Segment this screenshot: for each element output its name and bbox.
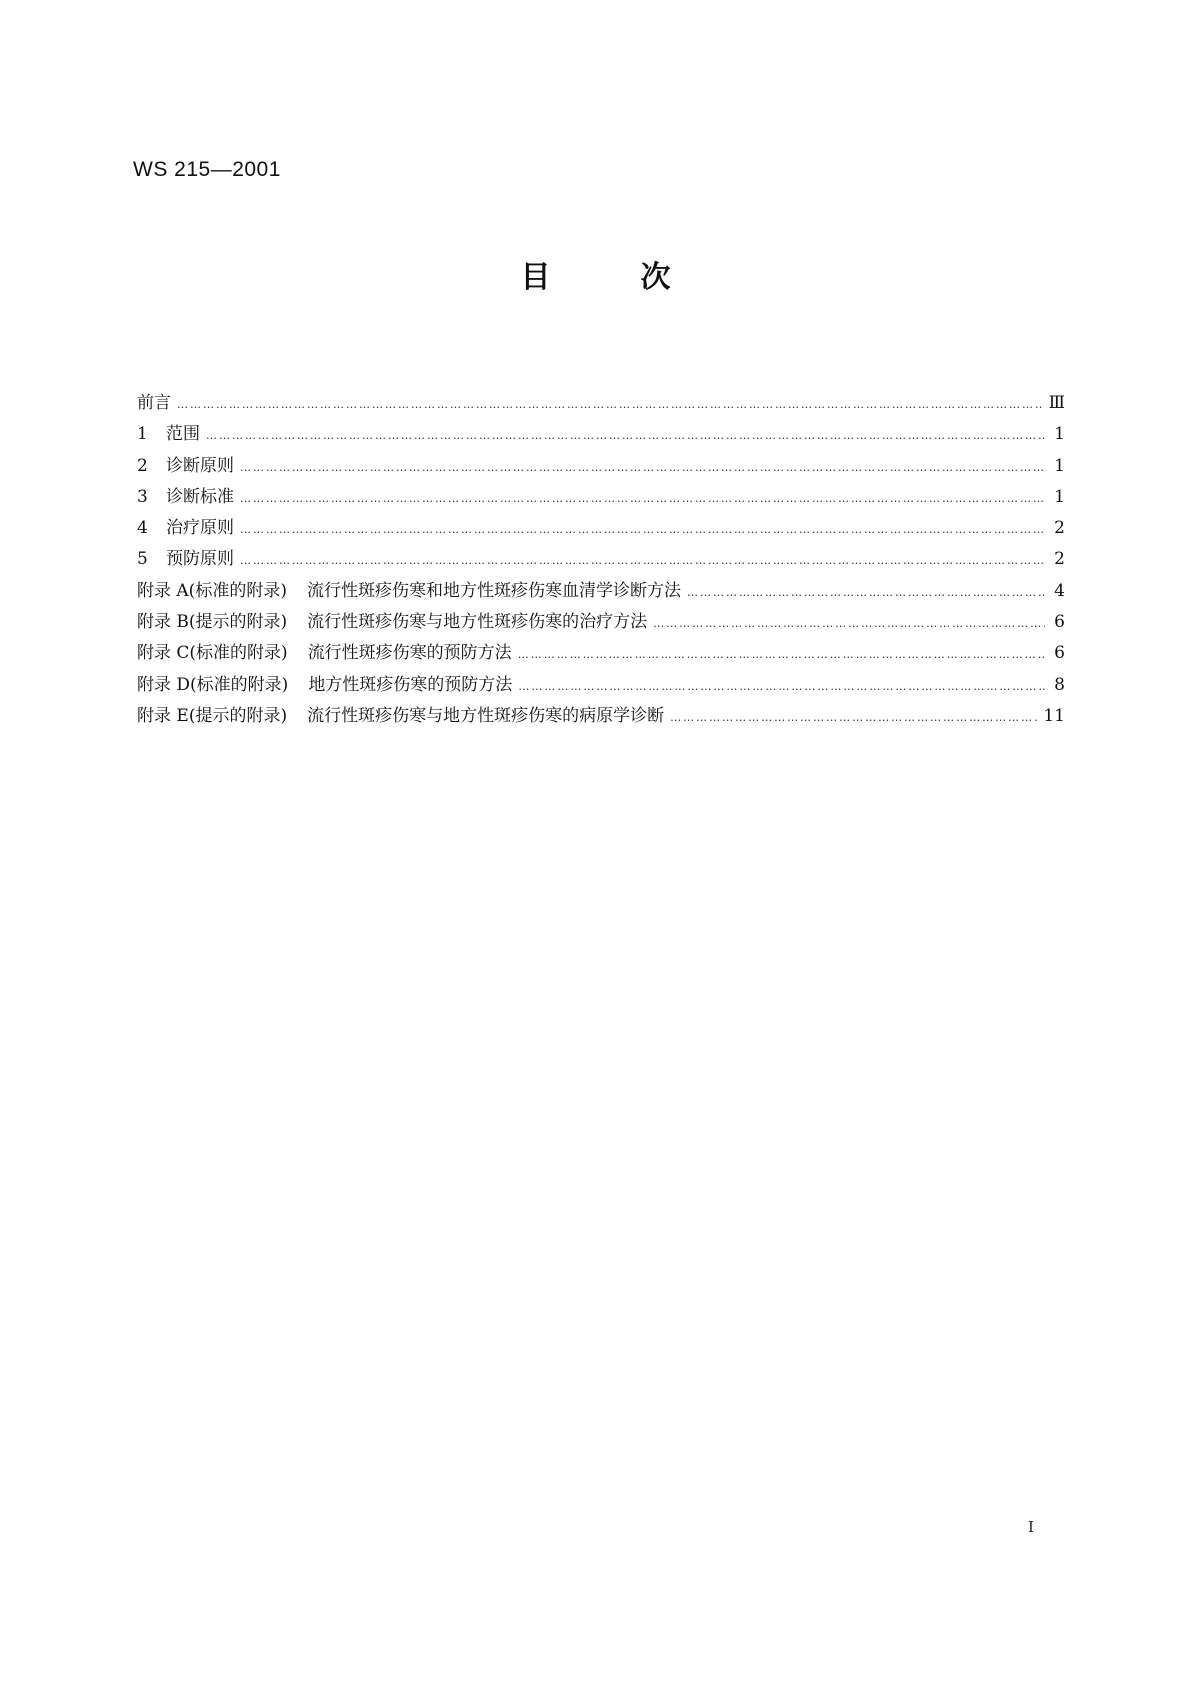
toc-entry-page: 2: [1054, 549, 1065, 570]
toc-entry-label: 范围: [166, 424, 200, 445]
toc-entry-label: 治疗原则: [166, 518, 234, 539]
toc-leader-dots: [206, 429, 1045, 442]
page-title-char-1: 目: [520, 260, 551, 295]
toc-entry-title: 流行性斑疹伤寒和地方性斑疹伤寒血清学诊断方法: [306, 580, 681, 601]
toc-entry-page: 6: [1054, 643, 1065, 664]
toc-entry-number: 1: [137, 424, 148, 445]
toc-entry-number: 4: [137, 518, 148, 539]
toc-entry-5[interactable]: [137, 544, 1065, 575]
toc-entry-appendix-a[interactable]: [137, 576, 1065, 607]
toc-leader-dots: [687, 586, 1045, 599]
toc-entry-page: 1: [1054, 424, 1065, 445]
toc-entry-label: 附录 C(标准的附录): [137, 643, 288, 664]
toc-entry-label: 附录 B(提示的附录): [137, 612, 288, 633]
toc-entry-4[interactable]: [137, 513, 1065, 544]
page-number: I: [1028, 1518, 1034, 1536]
toc-leader-dots: [670, 711, 1037, 724]
toc-entry-page: 2: [1054, 518, 1065, 539]
toc-entry-label: 诊断原则: [166, 455, 234, 476]
toc-entry-page: Ⅲ: [1048, 393, 1065, 413]
toc-entry-appendix-d[interactable]: [137, 670, 1065, 701]
toc-entry-page: 4: [1054, 580, 1065, 601]
toc-entry-appendix-e[interactable]: [137, 701, 1065, 732]
toc-entry-appendix-c[interactable]: [137, 638, 1065, 669]
toc-entry-number: 2: [137, 455, 148, 476]
toc-entry-label: 附录 D(标准的附录): [137, 674, 289, 695]
page-title-char-2: 次: [640, 260, 671, 295]
toc-entry-page: 8: [1054, 674, 1065, 695]
toc-entry-page: 11: [1043, 705, 1065, 726]
toc-leader-dots: [240, 523, 1045, 536]
toc-entry-page: 1: [1054, 455, 1065, 476]
toc-entry-number: 5: [137, 549, 148, 570]
page-title: [0, 252, 1191, 296]
toc-leader-dots: [240, 461, 1045, 474]
toc-entry-title: 流行性斑疹伤寒与地方性斑疹伤寒的病原学诊断: [307, 705, 665, 726]
toc-entry-1[interactable]: [137, 419, 1065, 450]
toc-entry-3[interactable]: [137, 482, 1065, 513]
toc-entry-title: 地方性斑疹伤寒的预防方法: [308, 674, 513, 695]
toc-entry-page: 6: [1054, 612, 1065, 633]
toc-leader-dots: [518, 648, 1045, 661]
toc-entry-foreword[interactable]: [137, 388, 1065, 419]
toc-entry-title: 流行性斑疹伤寒的预防方法: [307, 643, 512, 664]
table-of-contents: [137, 388, 1065, 732]
toc-entry-appendix-b[interactable]: [137, 607, 1065, 638]
toc-leader-dots: [240, 492, 1045, 505]
toc-leader-dots: [518, 680, 1045, 693]
standard-code: WS 215—2001: [133, 158, 281, 181]
toc-leader-dots: [177, 398, 1043, 411]
toc-leader-dots: [653, 617, 1045, 630]
toc-entry-2[interactable]: [137, 451, 1065, 482]
toc-entry-page: 1: [1054, 486, 1065, 507]
toc-entry-label: 诊断标准: [166, 486, 234, 507]
toc-leader-dots: [240, 554, 1045, 567]
toc-entry-number: 3: [137, 486, 148, 507]
toc-entry-title: 流行性斑疹伤寒与地方性斑疹伤寒的治疗方法: [307, 612, 648, 633]
toc-entry-label: 附录 E(提示的附录): [137, 705, 288, 726]
toc-entry-label: 附录 A(标准的附录): [137, 580, 287, 601]
toc-entry-label: 前言: [137, 393, 171, 413]
toc-entry-label: 预防原则: [166, 549, 234, 570]
